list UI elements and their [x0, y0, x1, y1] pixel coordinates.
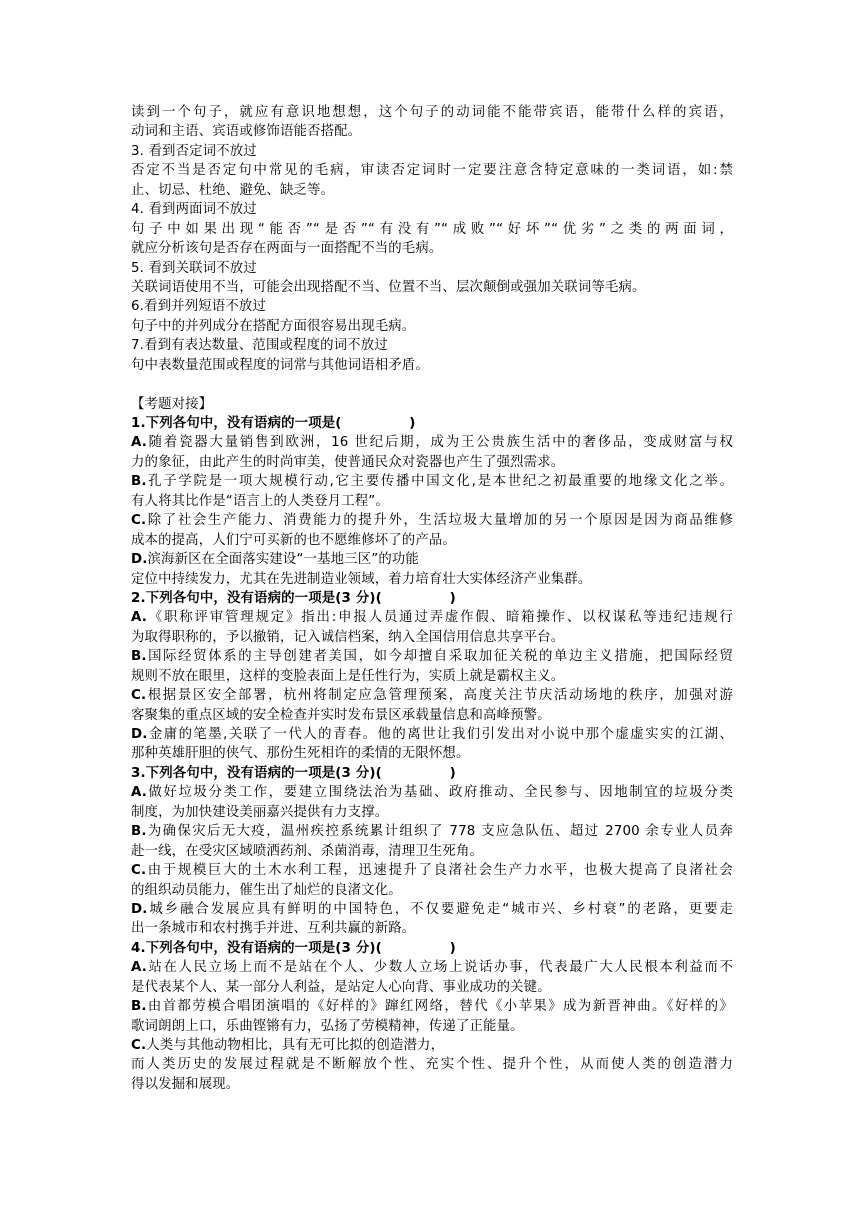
- option-line: [131, 958, 733, 977]
- option-text: 城乡融合发展应具有鲜明的中国特色，不仅要避免走“城市兴、乡村衰”的老路，更要走: [147, 901, 733, 917]
- option-text: 滨海新区在全面落实建设“一基地三区”的功能: [147, 552, 419, 568]
- option-line: [131, 647, 733, 666]
- option-label: A.: [131, 435, 147, 451]
- option-text: 国际经贸体系的主导创建者美国，如今却擅自采取加征关税的单边主义措施，把国际经贸: [146, 649, 733, 665]
- option-line: 制度，为加快建设美丽嘉兴提供有力支撑。: [131, 804, 389, 820]
- text-line: 读到一个句子，就应有意识地想想，这个句子的动词能不能带宾语，能带什么样的宾语，: [131, 105, 733, 120]
- option-line: 的组织动员能力，催生出了灿烂的良渚文化。: [131, 882, 402, 898]
- option-line: 规则不放在眼里，这样的变脸表面上是任性行为，实质上就是霸权主义。: [131, 668, 565, 684]
- option-line: 力的象征，由此产生的时尚审美，使普通民众对瓷器也产生了强烈需求。: [131, 454, 565, 470]
- option-text: 除了社会生产能力、消费能力的提升外，生活垃圾大量增加的另一个原因是因为商品维修: [146, 513, 733, 529]
- option-label: D.: [131, 552, 148, 568]
- question: [131, 589, 733, 764]
- option-label: B.: [131, 999, 147, 1015]
- option-line: [131, 686, 733, 705]
- option-line: 出一条城市和农村携手并进、互利共赢的新路。: [131, 921, 416, 937]
- option-line: 为取得职称的，予以撤销，记入诚信档案，纳入全国信用信息共享平台。: [131, 629, 565, 645]
- option-line: 客聚集的重点区域的安全检查并实时发布景区承载量信息和高峰预警。: [131, 707, 551, 723]
- option-label: C.: [131, 688, 147, 704]
- question-stem: 1.下列各句中，没有语病的一项是( ): [131, 416, 416, 431]
- option-text: 根据景区安全部署，杭州将制定应急管理预案，高度关注节庆活动场地的秩序，加强对游: [146, 688, 733, 704]
- option-line: 定位中持续发力，尤其在先进制造业领域，着力培育壮大实体经济产业集群。: [131, 571, 592, 587]
- text-line: 止、切忌、杜绝、避免、缺乏等。: [131, 182, 335, 198]
- question-stem: 3.下列各句中，没有语病的一项是(3 分)( ): [131, 765, 456, 781]
- section-title: 【考题对接】: [131, 396, 213, 412]
- question: [131, 764, 733, 939]
- option-line: [131, 608, 733, 627]
- option-label: C.: [131, 513, 147, 529]
- question: [131, 939, 733, 1095]
- question-stem: 4.下列各句中，没有语病的一项是(3 分)( ): [131, 940, 456, 956]
- option-label: C.: [131, 1038, 147, 1053]
- tip-item: [131, 259, 733, 298]
- option-text: 由首都劳模合唱团演唱的《好样的》蹿红网络，替代《小苹果》成为新晋神曲。《好样的》: [146, 999, 733, 1015]
- tip-heading: 5. 看到关联词不放过: [131, 260, 257, 276]
- option-line: 赴一线，在受灾区域喷洒药剂、杀菌消毒，清理卫生死角。: [131, 843, 484, 859]
- option-line: 而人类历史的发展过程就是不断解放个性、充实个性、提升个性，从而使人类的创造潜力: [131, 1057, 733, 1073]
- option-label: D.: [131, 727, 148, 742]
- tip-heading: 3. 看到否定词不放过: [131, 143, 257, 159]
- tip-item: [131, 142, 733, 200]
- option-text: 由于规模巨大的土木水利工程，迅速提升了良渚社会生产力水平，也极大提高了良渚社会: [146, 863, 733, 879]
- option-line: [131, 822, 733, 841]
- option-line: [131, 783, 733, 802]
- option-text: 站在人民立场上而不是站在个人、少数人立场上说话办事，代表最广大人民根本利益而不: [147, 960, 733, 976]
- option-label: D.: [131, 901, 148, 917]
- option-label: A.: [131, 960, 147, 976]
- option-line: 有人将其比作是“语言上的人类登月工程”。: [131, 493, 389, 509]
- text-line: 句中表数量范围或程度的词常与其他词语相矛盾。: [131, 357, 429, 373]
- text-line: 就应分析该句是否存在两面与一面搭配不当的毛病。: [131, 241, 443, 257]
- option-line: [131, 1036, 733, 1055]
- option-line: 那种英雄肝胆的侠气、那份生死相许的柔情的无限怀想。: [131, 746, 470, 762]
- option-line: [131, 725, 733, 744]
- tip-item: [131, 200, 733, 258]
- option-text: 做好垃圾分类工作，要建立围绕法治为基础、政府推动、全民参与、因地制宜的垃圾分类: [147, 785, 733, 801]
- text-line: 动词和主语、宾语或修饰语能否搭配。: [131, 124, 362, 140]
- tip-item: [131, 336, 733, 375]
- option-line: [131, 550, 733, 569]
- tip-item: [131, 297, 733, 336]
- option-line: [131, 511, 733, 530]
- option-line: 得以发掘和展现。: [131, 1076, 240, 1092]
- text-line: 句子中的并列成分在搭配方面很容易出现毛病。: [131, 318, 416, 334]
- tip-heading: 4. 看到两面词不放过: [131, 202, 257, 218]
- option-text: 孔子学院是一项大规模行动,它主要传播中国文化,是本世纪之初最重要的地缘文化之举。: [146, 474, 733, 490]
- question-stem: 2.下列各句中，没有语病的一项是(3 分)( ): [131, 590, 456, 606]
- option-label: A.: [131, 610, 147, 626]
- text-line: 关联词语使用不当，可能会出现搭配不当、位置不当、层次颠倒或强加关联词等毛病。: [131, 279, 646, 295]
- tip-heading: 6.看到并列短语不放过: [131, 299, 266, 315]
- option-text: 随着瓷器大量销售到欧洲，16 世纪后期，成为王公贵族生活中的奢侈品，变成财富与权: [147, 435, 733, 451]
- question: [131, 414, 733, 589]
- document-page: [131, 103, 733, 1094]
- option-line: [131, 997, 733, 1016]
- option-label: B.: [131, 474, 147, 490]
- option-label: C.: [131, 863, 147, 879]
- option-label: A.: [131, 785, 147, 801]
- option-line: [131, 900, 733, 919]
- option-line: 是代表某个人、某一部分人利益，是站定人心向背、事业成功的关键。: [131, 979, 551, 995]
- tips-list: [131, 142, 733, 375]
- option-line: 成本的提高，人们宁可买新的也不愿维修坏了的产品。: [131, 532, 456, 548]
- option-label: B.: [131, 649, 147, 665]
- option-text: 金庸的笔墨,关联了一代人的青春。他的离世让我们引发出对小说中那个虚虚实实的江湖、: [147, 727, 733, 742]
- option-line: [131, 433, 733, 452]
- option-text: 人类与其他动物相比，具有无可比拟的创造潜力，: [146, 1038, 445, 1053]
- option-line: 歌词朗朗上口，乐曲铿锵有力，弘扬了劳模精神，传递了正能量。: [131, 1018, 524, 1034]
- text-line: 否定不当是否定句中常见的毛病，审读否定词时一定要注意含特定意味的一类词语，如:禁: [131, 163, 733, 179]
- text-line: 句子中如果出现“能否”“是否”“有没有”“成败”“好坏”“优劣”之类的两面词，: [131, 221, 733, 237]
- option-text: 《职称评审管理规定》指出:申报人员通过弄虚作假、暗箱操作、以权谋私等违纪违规行: [147, 610, 733, 626]
- option-line: [131, 861, 733, 880]
- spacer: [131, 375, 733, 394]
- tip-heading: 7.看到有表达数量、范围或程度的词不放过: [131, 338, 388, 354]
- option-label: B.: [131, 824, 147, 840]
- option-text: 为确保灾后无大疫，温州疾控系统累计组织了 778 支应急队伍、超过 2700 余专业人员奔: [146, 824, 733, 840]
- option-line: [131, 472, 733, 491]
- intro-paragraph: [131, 103, 733, 142]
